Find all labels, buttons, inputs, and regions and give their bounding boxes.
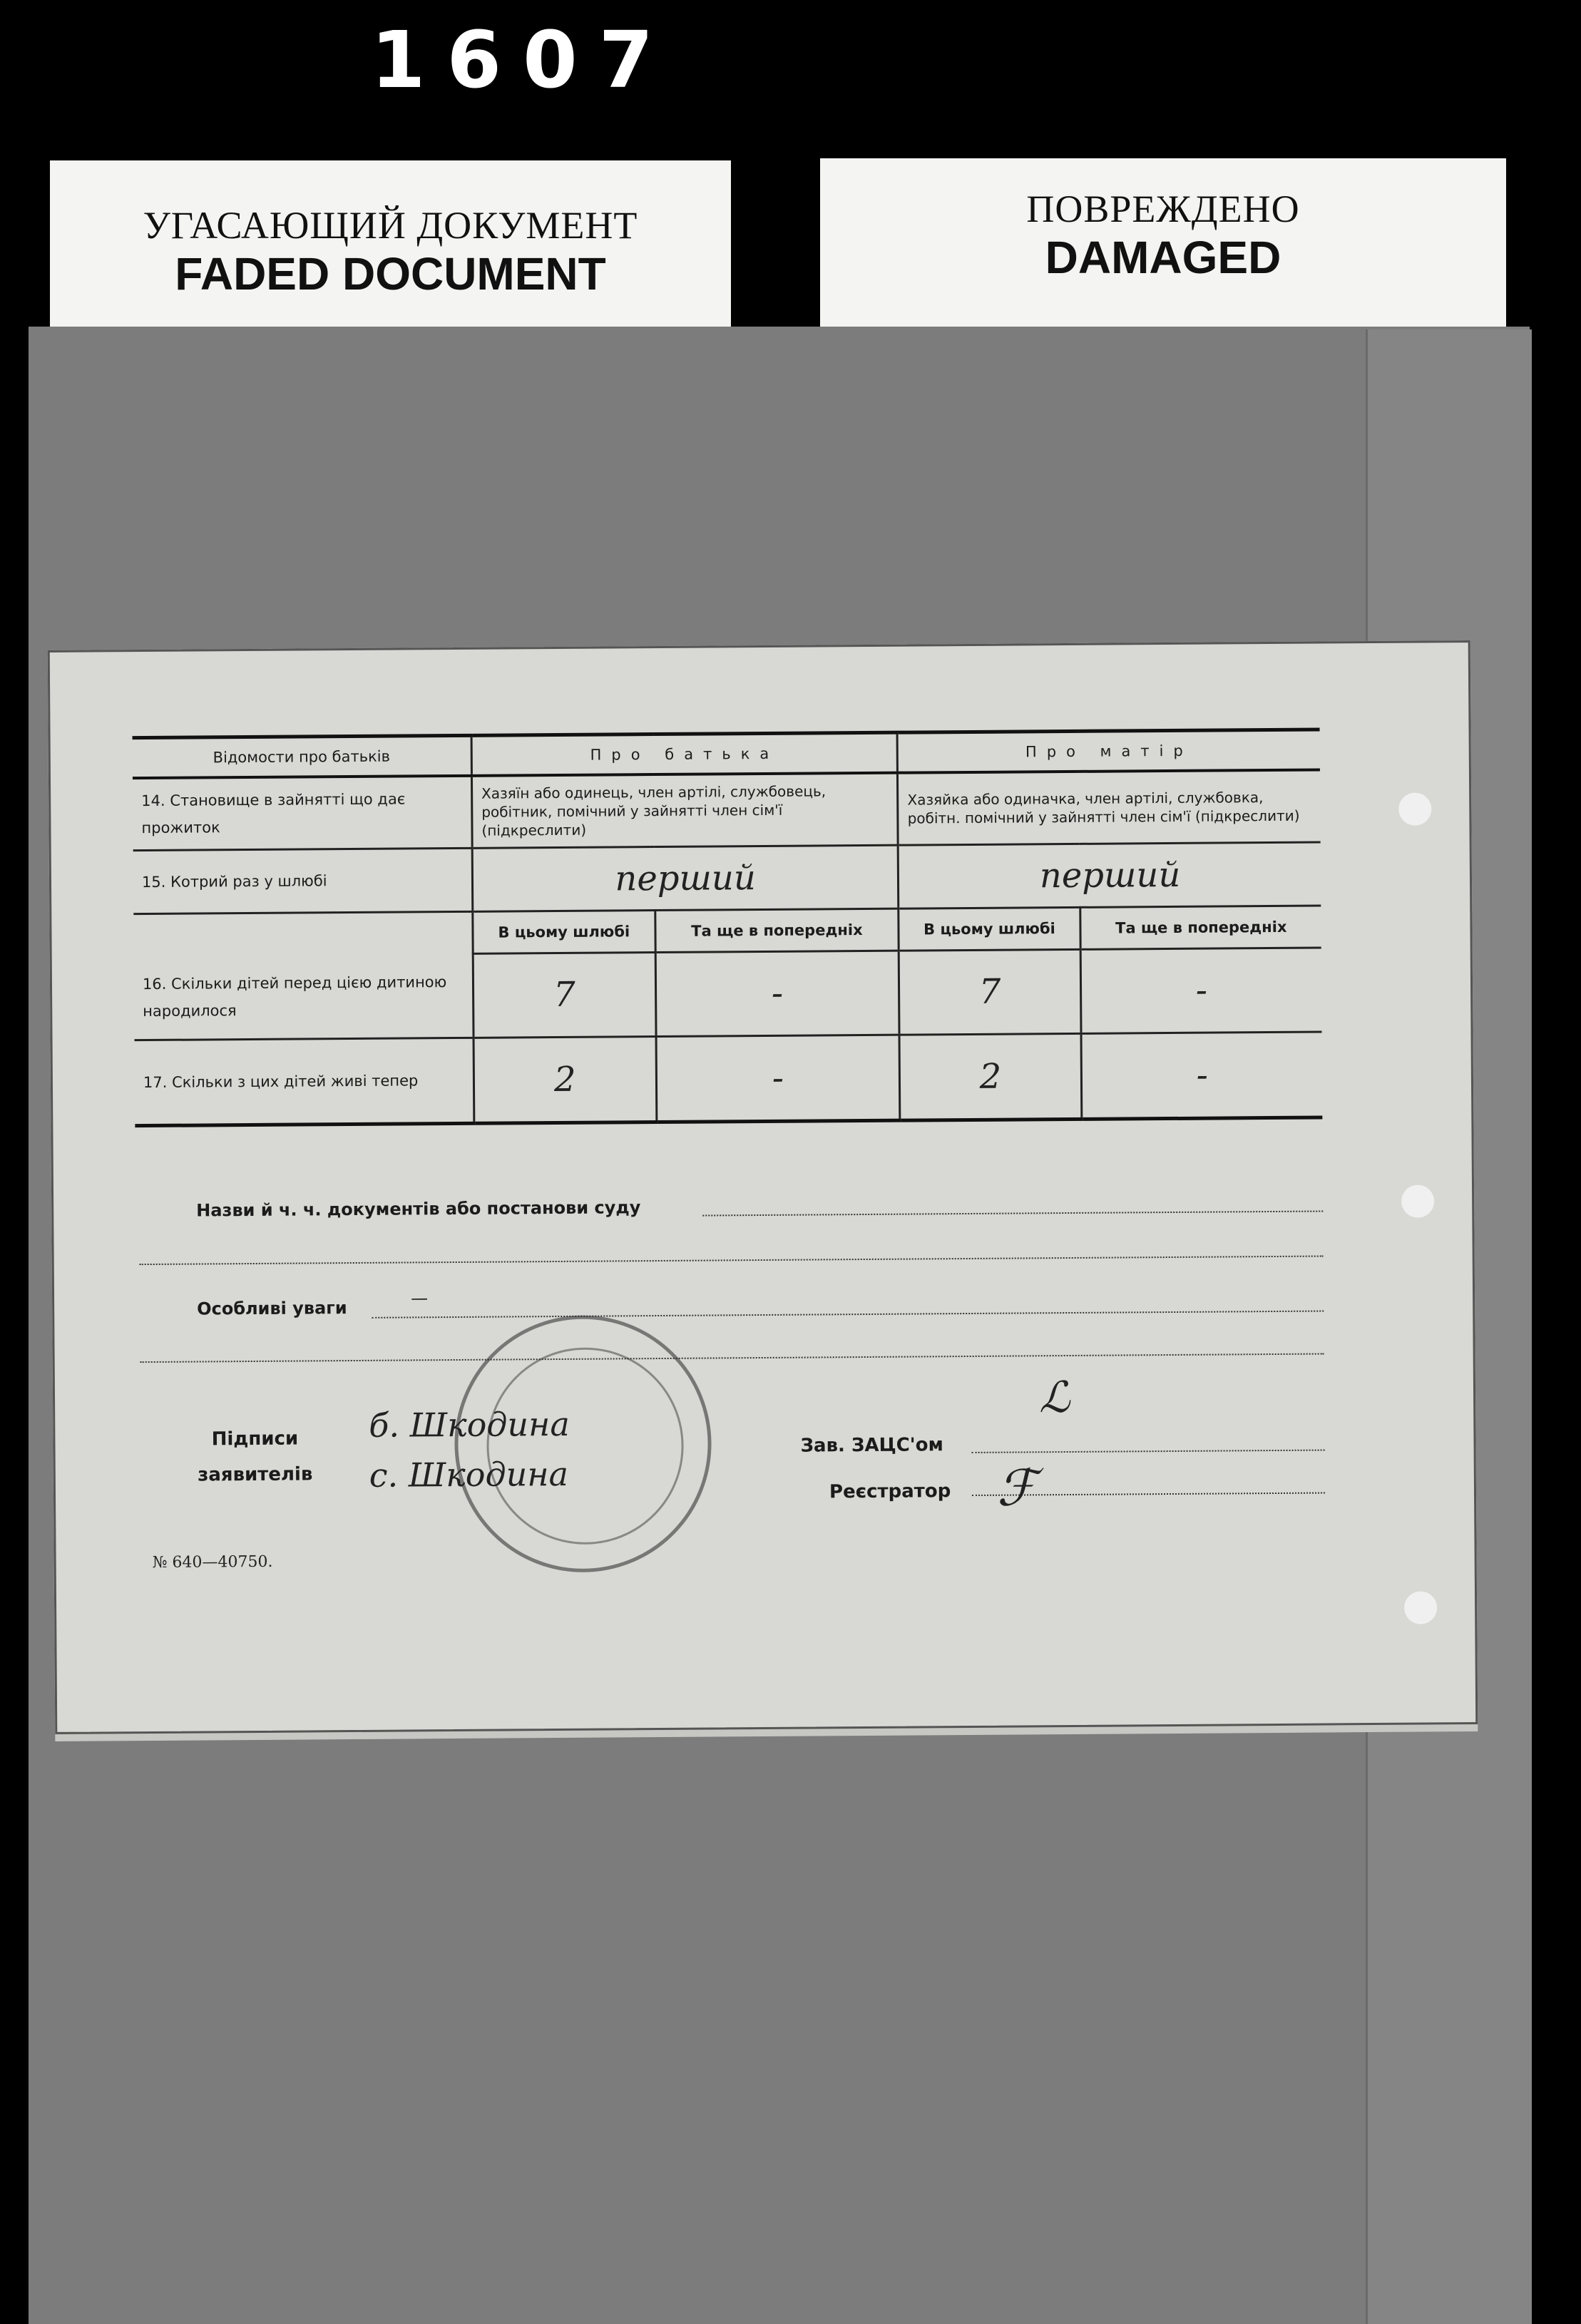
punch-hole bbox=[1404, 1591, 1437, 1624]
faded-label-ru: УГАСАЮЩИЙ ДОКУМЕНТ bbox=[143, 204, 638, 247]
head-signature-line bbox=[972, 1450, 1325, 1453]
damaged-label-ru: ПОВРЕЖДЕНО bbox=[1026, 188, 1300, 230]
head-zags-label: Зав. ЗАЦС'ом bbox=[800, 1434, 943, 1457]
q16-mother-prev: - bbox=[1080, 948, 1322, 1033]
registrar-handwritten-signature: ℱ bbox=[996, 1458, 1037, 1517]
subheader-father-this: В цьому шлюбі bbox=[473, 911, 655, 954]
punch-hole bbox=[1401, 1184, 1434, 1217]
subheader-mother-prev: Та ще в попередніх bbox=[1080, 906, 1321, 949]
applicant-signature-2: с. Шкодина bbox=[369, 1454, 569, 1495]
official-stamp bbox=[454, 1315, 712, 1574]
registrar-label: Реєстратор bbox=[829, 1480, 951, 1503]
applicant-signature-1: б. Шкодина bbox=[369, 1404, 570, 1445]
registration-form-sheet bbox=[48, 640, 1478, 1734]
head-handwritten-signature: ℒ bbox=[1038, 1373, 1070, 1423]
q17-mother-this: 2 bbox=[899, 1033, 1081, 1120]
applicants-label: Підписи заявителів bbox=[198, 1428, 313, 1486]
damaged-document-card bbox=[820, 158, 1506, 347]
remarks-line bbox=[372, 1311, 1324, 1319]
header-mother: Про матір bbox=[897, 730, 1320, 773]
q14-label: 14. Становище в зайнятті що дає прожиток bbox=[133, 776, 472, 851]
subheader-spacer bbox=[133, 911, 473, 956]
q16-mother-this: 7 bbox=[899, 949, 1080, 1034]
header-father: Про батька bbox=[471, 732, 898, 776]
documents-line-2 bbox=[140, 1256, 1324, 1266]
subheader-mother-this: В цьому шлюбі bbox=[899, 907, 1080, 951]
q17-father-prev: - bbox=[656, 1035, 900, 1122]
subheader-father-prev: Та ще в попередніх bbox=[655, 908, 899, 952]
q17-label: 17. Скільки з цих дітей живі тепер bbox=[135, 1038, 474, 1125]
q16-father-this: 7 bbox=[473, 953, 655, 1038]
q16-label: 16. Скільки дітей перед цією дитиною народилося bbox=[134, 953, 474, 1040]
faded-label-en: FADED DOCUMENT bbox=[175, 248, 606, 300]
q17-mother-prev: - bbox=[1081, 1032, 1323, 1119]
q17-father-this: 2 bbox=[474, 1036, 656, 1123]
damaged-label-en: DAMAGED bbox=[1045, 232, 1281, 283]
q16-father-prev: - bbox=[655, 951, 899, 1036]
punch-hole bbox=[1398, 792, 1431, 825]
reel-number: 1607 bbox=[371, 14, 675, 106]
remarks-value: — bbox=[410, 1288, 429, 1309]
form-number: № 640—40750. bbox=[152, 1552, 273, 1572]
documents-line bbox=[702, 1211, 1323, 1217]
q15-label: 15. Котрий раз у шлюбі bbox=[133, 848, 473, 913]
q14-father: Хазяїн або одинець, член артілі, службовець, робітник, помічний у зайнятті член сім'ї (підкреслити) bbox=[471, 773, 898, 849]
header-parents: Відомости про батьків bbox=[133, 735, 472, 778]
documents-label: Назви й ч. ч. документів або постанови суду bbox=[196, 1197, 641, 1221]
q15-father: перший bbox=[472, 845, 899, 911]
q15-mother: перший bbox=[898, 842, 1321, 908]
parents-info-table bbox=[133, 728, 1323, 1127]
remarks-label: Особливі уваги bbox=[197, 1298, 347, 1319]
remarks-line-2 bbox=[140, 1353, 1324, 1363]
q14-mother: Хазяйка або одиначка, член артілі, службовка, робітн. помічний у зайнятті член сім'ї (підкреслити) bbox=[898, 770, 1321, 846]
